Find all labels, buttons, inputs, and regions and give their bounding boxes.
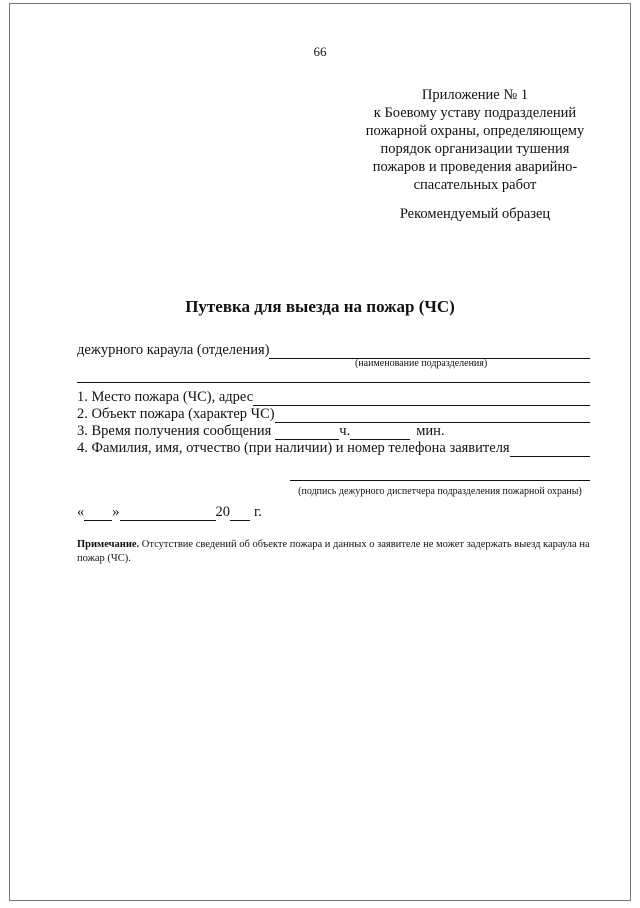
year-suffix: г. <box>254 504 262 520</box>
date-open-quote: « <box>77 504 85 520</box>
document-title: Путевка для выезда на пожар (ЧС) <box>185 297 455 316</box>
appendix-line: порядок организации тушения <box>380 141 570 157</box>
note-text: Отсутствие сведений об объекте пожара и данных о заявителе не может задержать выезд караула на пожар (ЧС). <box>77 539 590 564</box>
fire-object-row <box>77 406 590 423</box>
fire-location-field[interactable] <box>253 392 590 406</box>
sample-label: Рекомендуемый образец <box>399 206 551 222</box>
crew-continuation-field[interactable] <box>77 382 590 383</box>
century-label: 20 <box>215 504 230 520</box>
crew-caption: (наименование подразделения) <box>355 358 488 369</box>
hours-field[interactable] <box>275 426 339 440</box>
appendix-line: пожаров и проведения аварийно- <box>372 159 578 175</box>
message-time-row <box>77 423 445 440</box>
note <box>77 538 602 566</box>
appendix-line: спасательных работ <box>413 177 537 193</box>
fire-location-label: 1. Место пожара (ЧС), адрес <box>77 389 254 405</box>
dispatcher-signature-field[interactable] <box>290 480 590 481</box>
page-number: 66 <box>313 44 327 59</box>
appendix-line: к Боевому уставу подразделений <box>373 105 577 121</box>
month-field[interactable] <box>120 507 216 521</box>
crew-row <box>77 342 590 359</box>
document-page <box>9 3 631 901</box>
fire-location-row <box>77 389 590 406</box>
signature-caption: (подпись дежурного диспетчера подразделения пожарной охраны) <box>298 486 582 497</box>
fire-object-label: 2. Объект пожара (характер ЧС) <box>77 406 275 422</box>
minutes-abbr: мин. <box>416 423 445 439</box>
appendix-reference <box>350 86 600 194</box>
caller-field[interactable] <box>510 443 590 457</box>
day-field[interactable] <box>84 507 112 521</box>
minutes-field[interactable] <box>350 426 410 440</box>
caller-row <box>77 440 590 457</box>
crew-label: дежурного караула (отделения) <box>77 342 270 358</box>
date-close-quote: » <box>112 504 120 520</box>
hours-abbr: ч. <box>339 423 351 439</box>
fire-object-field[interactable] <box>275 409 590 423</box>
message-time-label: 3. Время получения сообщения <box>77 423 272 439</box>
note-label: Примечание. <box>77 539 140 550</box>
appendix-line: Приложение № 1 <box>421 87 529 103</box>
date-row <box>77 504 262 521</box>
caller-label: 4. Фамилия, имя, отчество (при наличии) и номер телефона заявителя <box>77 440 510 456</box>
year-field[interactable] <box>230 507 250 521</box>
crew-name-field[interactable] <box>269 345 590 359</box>
appendix-line: пожарной охраны, определяющему <box>365 123 585 139</box>
